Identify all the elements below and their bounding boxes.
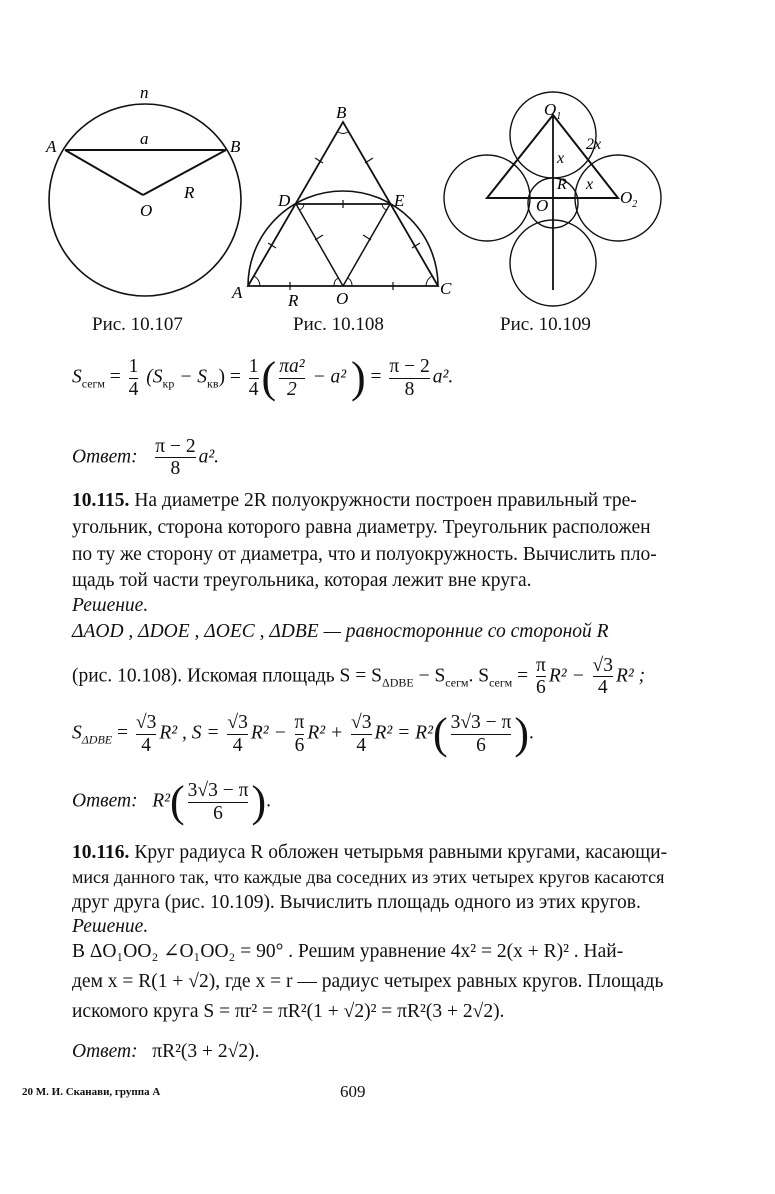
problem-115-line-1: 10.115. На диаметре 2R полуокружности построен правильный тре- [72, 490, 637, 511]
label-b: B [336, 103, 347, 122]
problem-116-line-1: 10.116. Круг радиуса R обложен четырьмя равными кругами, касающи- [72, 842, 668, 863]
problem-116-line-3: друг друга (рис. 10.109). Вычислить площадь одного из этих кругов. [72, 892, 641, 913]
label-a-side: a [140, 129, 149, 148]
label-n: n [140, 83, 149, 102]
caption-10-109: Рис. 10.109 [500, 314, 591, 335]
problem-115-solution-label: Решение. [72, 595, 149, 616]
problem-116-solution-2: дем x = R(1 + √2), где x = r — радиус четырех равных кругов. Площадь [72, 971, 664, 992]
answer-1: Ответ: $\frac{\pi - 2}{8}$ a². [72, 436, 220, 480]
caption-10-107: Рис. 10.107 [92, 314, 183, 335]
answer-2: Ответ: R²( $\frac{3√3 - \pi}{6}$ ). [72, 777, 271, 826]
label-o: O [536, 196, 549, 215]
label-a: A [232, 283, 243, 302]
label-d: D [278, 191, 291, 210]
label-o: O [336, 289, 349, 308]
problem-115-line-4: щадь той части треугольника, которая лежит вне круга. [72, 570, 532, 591]
problem-116-solution-label: Решение. [72, 916, 149, 937]
problem-115-triangles: ΔAOD , ΔDOE , ΔOEC , ΔDBE — равносторонние со стороной R [72, 621, 609, 642]
label-r: R [557, 176, 567, 193]
label-r: R [288, 291, 299, 310]
label-x-vertical: x [557, 150, 565, 167]
answer-3: Ответ: πR²(3 + 2√2). [72, 1041, 260, 1062]
footer-left: 20 М. И. Сканави, группа А [22, 1086, 161, 1098]
problem-115-calculation: $S_{\Delta DBE}$ = $\frac{√3}{4}$ R² , S = $\frac{√3}{4}$ R² − $\frac{\pi}{6}$ R² + $\frac{√3}{4}$ R² = R²( $\frac{3√3 - \pi}{6}$ ). [72, 709, 534, 758]
label-r: R [184, 183, 195, 202]
page-number: 609 [340, 1082, 366, 1101]
label-a-point: A [46, 137, 57, 156]
label-b-point: B [230, 137, 241, 156]
caption-10-108: Рис. 10.108 [293, 314, 384, 335]
problem-116-line-2: мися данного так, что каждые два соседних из этих четырех кругов касаются [72, 867, 665, 887]
figure-10-108 [230, 100, 460, 310]
figure-10-107 [40, 80, 260, 310]
label-o: O [140, 201, 153, 220]
label-c: C [440, 279, 452, 298]
formula-s-segm: $S_{сегм}$ = $\frac{1}{4}$ $(S_{кр} - S_{кв})$ = $\frac{1}{4}$ ( $\frac{\text{πa²}}{2}$ − a² ) = $\frac{\pi - 2}{8}$ a². [72, 353, 454, 402]
problem-116-solution-3: искомого круга S = πr² = πR²(1 + √2)² = πR²(3 + 2√2). [72, 1001, 505, 1022]
problem-115-line-2: угольник, сторона которого равна диаметру. Треугольник расположен [72, 517, 651, 538]
problem-115-line-3: по ту же сторону от диаметра, что и полуокружность. Вычислить пло- [72, 544, 657, 565]
label-o1: $O_1$ [544, 100, 562, 122]
segment-oe [343, 204, 390, 286]
label-e: E [394, 191, 405, 210]
radius-oa [65, 150, 143, 195]
label-x-horizontal: x [586, 176, 594, 193]
label-2x: 2x [586, 136, 602, 153]
segment-od [296, 204, 343, 286]
label-o2: $O_2$ [620, 188, 638, 210]
figure-10-109 [440, 85, 670, 310]
problem-115-area: (рис. 10.108). Искомая площадь $S = S_{\Delta DBE} - S_{сегм}$. $S_{сегм}$ = $\frac{\pi}{6}$ R² − $\frac{√3}{4}$ R² ; [72, 655, 646, 699]
tick-marks [268, 158, 420, 290]
problem-116-solution-1: В ΔO₁OO₂ ∠O₁OO₂ = 90° . Решим уравнение 4x² = 2(x + R)² . Най- [72, 941, 624, 962]
